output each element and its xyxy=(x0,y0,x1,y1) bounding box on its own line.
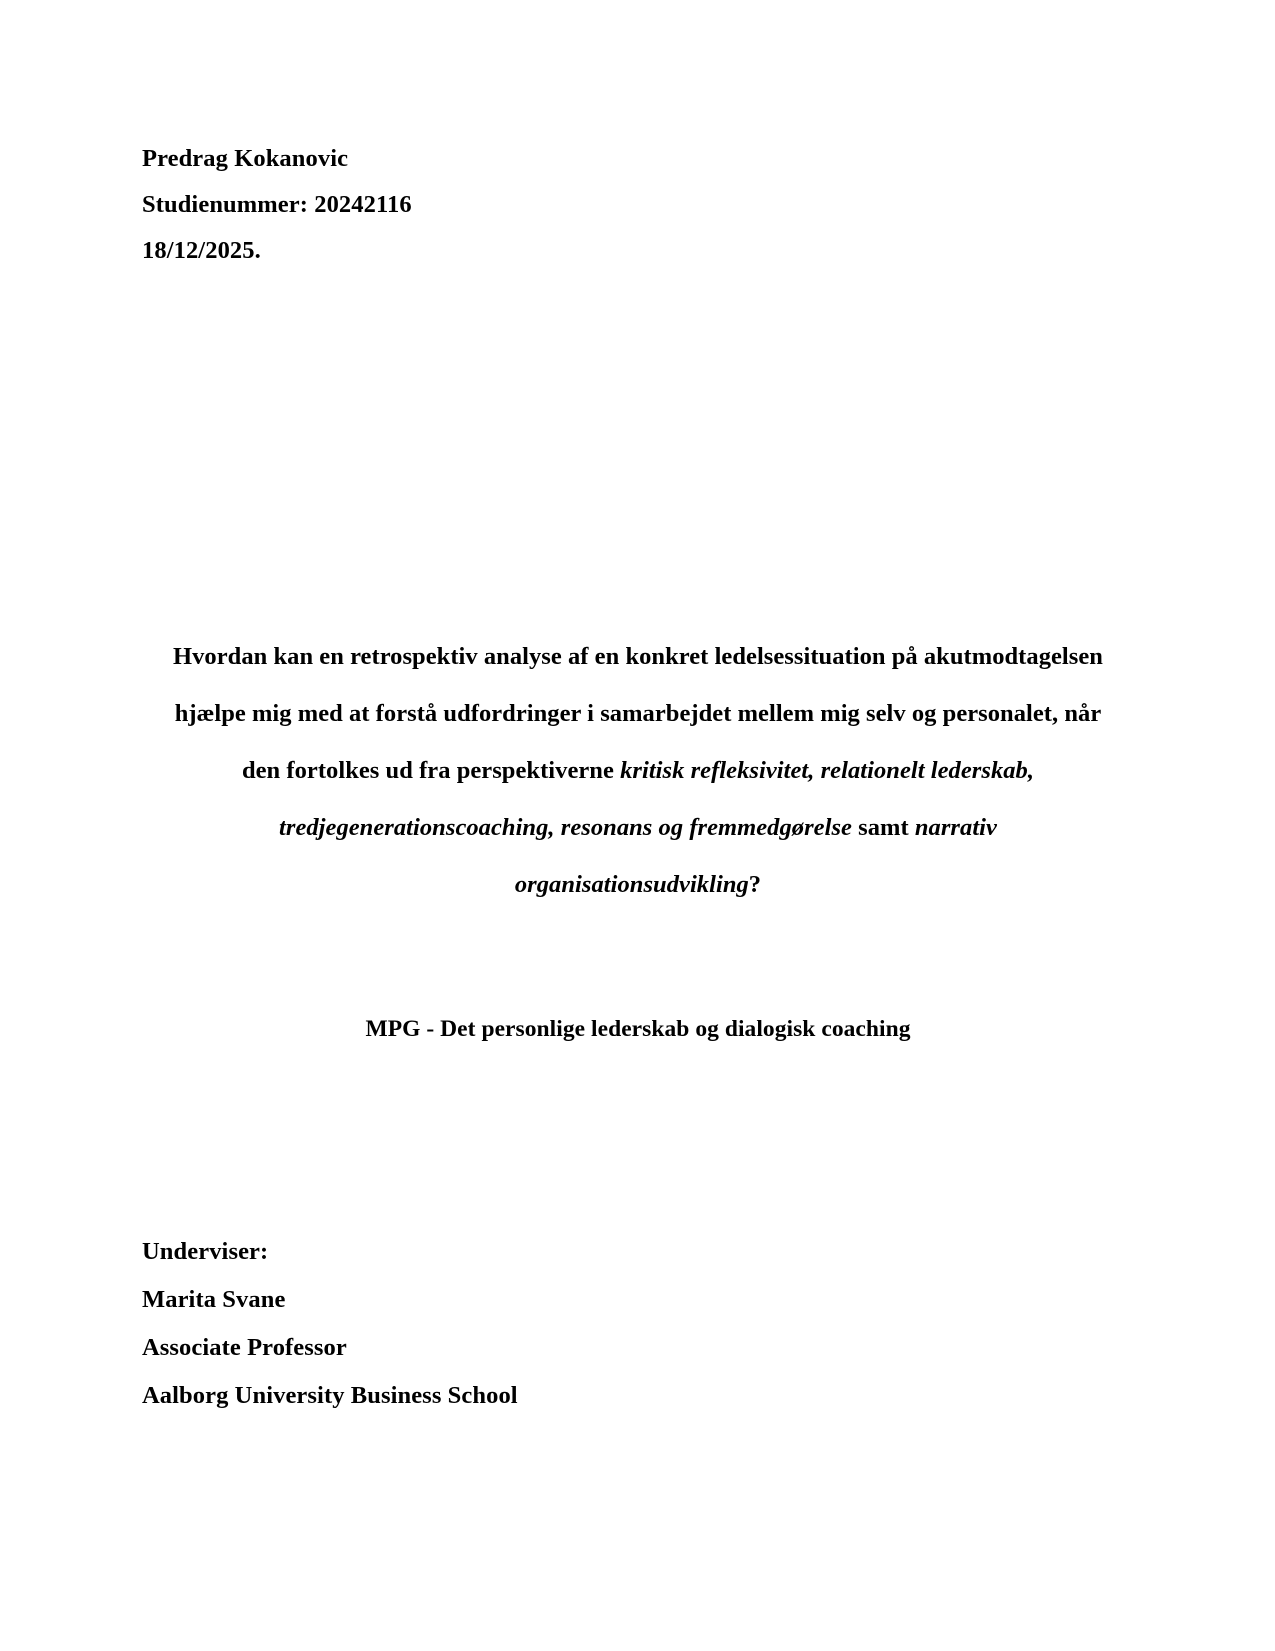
plain-text-run: samt xyxy=(851,814,915,841)
research-question-line-2 xyxy=(142,685,1134,742)
research-question-line-4 xyxy=(142,799,1134,856)
plain-text-run: Hvordan kan en retrospektiv analyse af en konkret ledelsessituation på akutmodtagelsen xyxy=(173,643,1103,670)
student-number: Studienummer: 20242116 xyxy=(142,191,412,218)
plain-text-run: den fortolkes ud fra perspektiverne xyxy=(241,757,621,784)
course-block xyxy=(142,1012,1134,1046)
research-question-line-3 xyxy=(142,742,1134,799)
author-identity-block xyxy=(142,136,842,274)
submission-date: 18/12/2025. xyxy=(142,237,261,264)
instructor-block xyxy=(142,1228,842,1420)
emphasised-term: kritisk refleksivitet, relationelt lederskab, xyxy=(620,757,1035,784)
emphasised-term: tredjegenerationscoaching, resonans og fremmedgørelse xyxy=(279,814,852,841)
instructor-role: Associate Professor xyxy=(142,1334,347,1361)
plain-text-run: ? xyxy=(748,871,762,898)
author-name: Predrag Kokanovic xyxy=(142,145,349,172)
emphasised-term: organisationsudvikling xyxy=(514,871,749,898)
emphasised-term: narrativ xyxy=(914,814,997,841)
instructor-institution: Aalborg University Business School xyxy=(142,1382,518,1409)
instructor-label: Underviser: xyxy=(142,1238,269,1265)
course-title: MPG - Det personlige lederskab og dialogisk coaching xyxy=(365,1016,911,1042)
research-question-block xyxy=(142,628,1134,913)
research-question-line-1 xyxy=(142,628,1134,685)
research-question-line-5 xyxy=(142,856,1134,913)
plain-text-run: hjælpe mig med at forstå udfordringer i samarbejdet mellem mig selv og personalet, når xyxy=(174,700,1102,727)
instructor-name: Marita Svane xyxy=(142,1286,286,1313)
